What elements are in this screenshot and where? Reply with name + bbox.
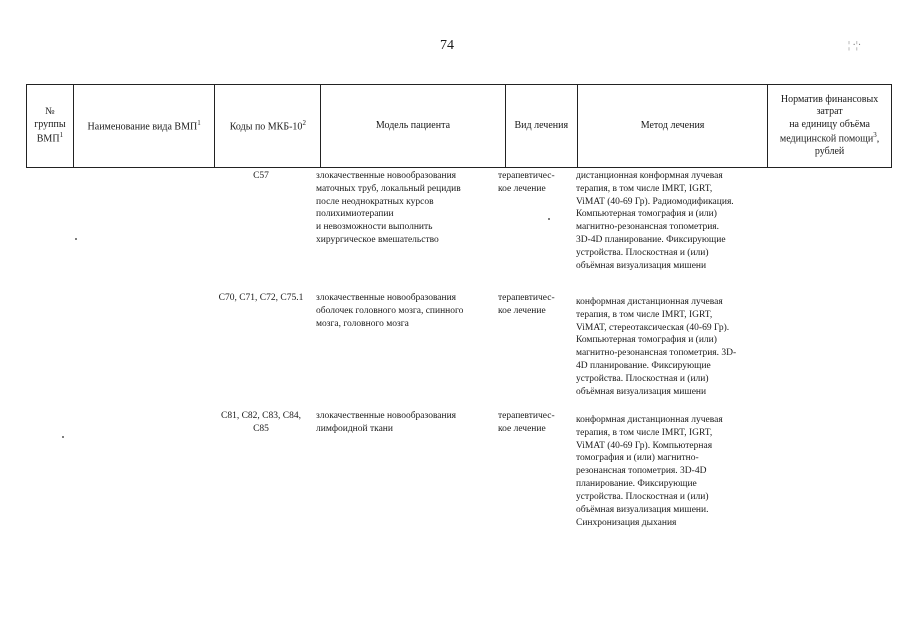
header-icd-codes bbox=[215, 85, 321, 168]
row-patient-model bbox=[316, 170, 496, 247]
row-treatment-method bbox=[576, 414, 766, 529]
text-line: объёмная визуализация мишени bbox=[576, 386, 707, 397]
text-line: терапия, в том числе IMRT, IGRT, bbox=[576, 427, 713, 438]
footnote-mark: 1 bbox=[59, 131, 64, 140]
text-line: злокачественные новообразования bbox=[316, 411, 457, 421]
row-treatment-method bbox=[576, 170, 766, 273]
text-line: конформная дистанционная лучевая bbox=[576, 297, 723, 307]
text-line: ViMAT (40-69 Гр). Компьютерная bbox=[576, 440, 713, 451]
text-line: 4D планирование. Фиксирующие bbox=[576, 361, 711, 372]
row-patient-model bbox=[316, 410, 496, 436]
footnote-mark: 1 bbox=[197, 118, 201, 127]
header-treatment-method: Метод лечения bbox=[578, 85, 768, 168]
text-line: Компьютерная томография и (или) bbox=[576, 209, 717, 220]
text-line: злокачественные новообразования bbox=[316, 171, 457, 181]
row-treatment-type bbox=[498, 292, 574, 318]
text-line: полихимиотерапии bbox=[316, 209, 394, 220]
row-icd-codes: C70, C71, C72, C75.1 bbox=[218, 293, 304, 303]
text-line: и невозможности выполнить bbox=[316, 222, 433, 233]
text-line: устройства. Плоскостная и (или) bbox=[576, 247, 709, 258]
text-line: терапия, в том числе IMRT, IGRT, bbox=[576, 183, 713, 194]
text-line: оболочек головного мозга, спинного bbox=[316, 305, 464, 316]
scan-edge-mark: ¦ ·¦· bbox=[848, 40, 862, 51]
text-line: ViMAT, стереотаксическая (40-69 Гр). bbox=[576, 322, 730, 333]
header-cost-norm-line5: , рублей bbox=[814, 133, 880, 157]
text-line: маточных труб, локальный рецидив bbox=[316, 183, 461, 194]
text-line: томография и (или) магнитно- bbox=[576, 453, 699, 464]
text-line: лимфоидной ткани bbox=[316, 423, 393, 434]
text-line: кое лечение bbox=[498, 183, 546, 194]
text-line: ViMAT (40-69 Гр). Радиомодификация. bbox=[576, 196, 734, 207]
row-icd-codes: C81, C82, C83, C84, C85 bbox=[221, 411, 301, 434]
footnote-mark: 2 bbox=[302, 118, 306, 127]
header-cost-norm-line4: медицинской помощи bbox=[779, 133, 874, 145]
text-line: терапевтичес- bbox=[498, 171, 555, 181]
text-line: дистанционная конформная лучевая bbox=[576, 171, 723, 181]
text-line: резонансная топометрия. 3D-4D bbox=[576, 466, 707, 477]
text-line: терапевтичес- bbox=[498, 411, 555, 421]
header-cost-norm-line1: Норматив финансовых bbox=[780, 93, 879, 105]
header-group-number-line1: № bbox=[45, 106, 55, 118]
row-icd-codes: C57 bbox=[253, 171, 269, 181]
text-line: объёмная визуализация мишени. bbox=[576, 504, 709, 515]
text-line: 3D-4D планирование. Фиксирующие bbox=[576, 235, 726, 246]
row-treatment-type bbox=[498, 410, 574, 436]
text-line: объёмная визуализация мишени bbox=[576, 260, 707, 271]
header-group-number-line2: группы bbox=[34, 118, 66, 130]
header-icd-codes-text: Коды по МКБ-10 bbox=[229, 120, 303, 132]
text-line: хирургическое вмешательство bbox=[316, 235, 439, 246]
page-number: 74 bbox=[440, 38, 454, 53]
text-line: кое лечение bbox=[498, 423, 546, 434]
text-line: Компьютерная томография и (или) bbox=[576, 335, 717, 346]
header-cost-norm-line3: на единицу объёма bbox=[789, 118, 870, 130]
header-group-number-line3: ВМП bbox=[36, 133, 60, 145]
row-patient-model bbox=[316, 292, 496, 330]
text-line: устройства. Плоскостная и (или) bbox=[576, 491, 709, 502]
scan-speck bbox=[62, 436, 64, 438]
row-treatment-method bbox=[576, 296, 766, 399]
row-treatment-type bbox=[498, 170, 574, 196]
text-line: терапевтичес- bbox=[498, 293, 555, 303]
scan-speck bbox=[75, 238, 77, 240]
table-header bbox=[26, 84, 892, 168]
text-line: Синхронизация дыхания bbox=[576, 517, 677, 528]
header-vmp-name-text: Наименование вида ВМП bbox=[87, 120, 198, 132]
footnote-mark: 3 bbox=[873, 131, 877, 140]
text-line: злокачественные новообразования bbox=[316, 293, 457, 303]
text-line: конформная дистанционная лучевая bbox=[576, 415, 723, 425]
text-line: мозга, головного мозга bbox=[316, 318, 409, 329]
header-cost-norm bbox=[768, 85, 892, 168]
text-line: магнитно-резонансная топометрия. 3D- bbox=[576, 348, 737, 359]
text-line: после неоднократных курсов bbox=[316, 196, 434, 207]
header-cost-norm-line2: затрат bbox=[816, 106, 843, 118]
text-line: планирование. Фиксирующие bbox=[576, 479, 697, 490]
header-group-number bbox=[27, 85, 74, 168]
text-line: кое лечение bbox=[498, 305, 546, 316]
text-line: терапия, в том числе IMRT, IGRT, bbox=[576, 309, 713, 320]
scan-speck bbox=[548, 218, 550, 220]
header-patient-model: Модель пациента bbox=[321, 85, 505, 168]
text-line: магнитно-резонансная топометрия. bbox=[576, 222, 720, 233]
header-vmp-name bbox=[73, 85, 215, 168]
text-line: устройства. Плоскостная и (или) bbox=[576, 373, 709, 384]
header-treatment-type: Вид лечения bbox=[505, 85, 577, 168]
